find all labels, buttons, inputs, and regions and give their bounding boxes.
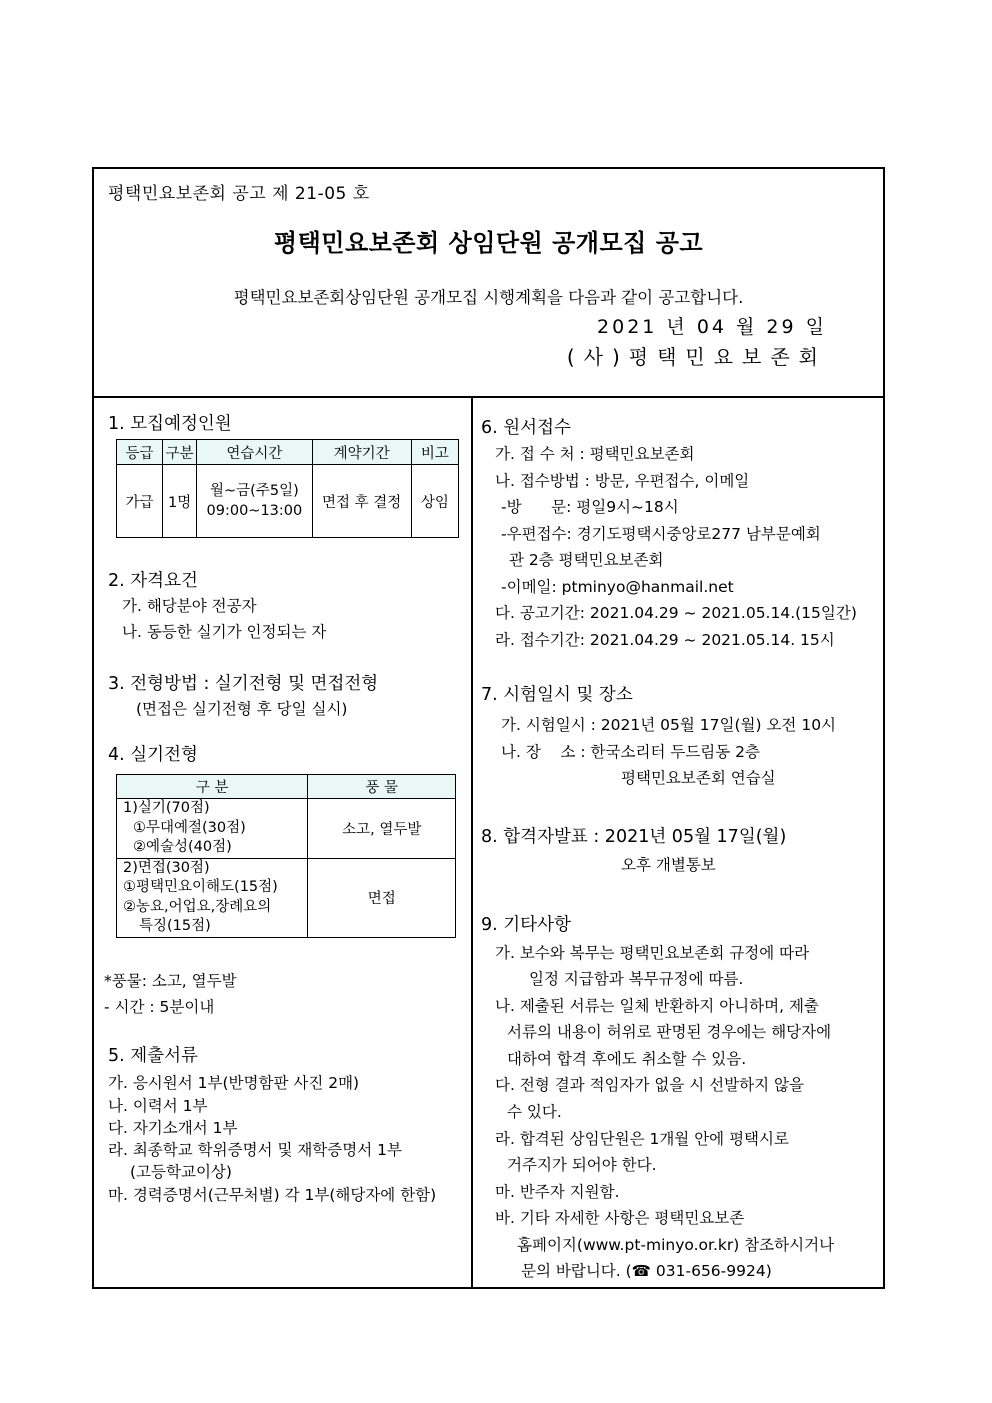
section-8-heading: 8. 합격자발표 : 2021년 05월 17일(월) <box>481 827 787 847</box>
list-item: 나. 장 소 : 한국소리터 두드림동 2층 <box>501 743 761 761</box>
notice-intro: 평택민요보존회상임단원 공개모집 시행계획을 다음과 같이 공고합니다. <box>233 288 744 307</box>
table-header-row <box>117 775 456 799</box>
criteria-line: 1)실기(70점) <box>123 800 210 816</box>
recruitment-table <box>116 439 459 538</box>
criteria-line: ②예술성(40점) <box>133 839 232 855</box>
note-cell: 상임 <box>411 465 458 538</box>
list-item: 다. 공고기간: 2021.04.29 ~ 2021.05.14.(15일간) <box>495 604 857 622</box>
list-item: 나. 동등한 실기가 인정되는 자 <box>122 623 327 641</box>
criteria-line: ①평택민요이해도(15점) <box>123 879 278 895</box>
table-row <box>117 465 459 538</box>
list-item: 관 2층 평택민요보존회 <box>509 551 664 569</box>
list-item: 나. 제출된 서류는 일체 반환하지 아니하며, 제출 <box>495 997 819 1015</box>
section-3-heading: 3. 전형방법 : 실기전형 및 면접전형 <box>108 674 379 694</box>
section-5-heading: 5. 제출서류 <box>108 1046 198 1066</box>
table-header-cell: 등급 <box>117 440 163 465</box>
list-item: 바. 기타 자세한 사항은 평택민요보존 <box>495 1209 745 1227</box>
section-7-heading: 7. 시험일시 및 장소 <box>481 685 633 705</box>
criteria-line: 특징(15점) <box>139 918 211 934</box>
list-item: 라. 접수기간: 2021.04.29 ~ 2021.05.14. 15시 <box>495 631 835 649</box>
section-3-subtext: (면접은 실기전형 후 당일 실시) <box>136 700 348 718</box>
section-1-heading: 1. 모집예정인원 <box>108 414 232 434</box>
section-9-heading: 9. 기타사항 <box>481 915 571 935</box>
contact-line: 문의 바랍니다. (☎ 031-656-9924) <box>521 1262 772 1280</box>
table-header-cell: 풍 물 <box>308 775 456 799</box>
list-item: 가. 해당분야 전공자 <box>122 597 257 615</box>
list-item: -우편접수: 경기도평택시중앙로277 남부문예회 <box>501 525 821 543</box>
notice-organization: (사)평택민요보존회 <box>566 345 827 369</box>
list-item: -방 문: 평일9시~18시 <box>501 498 679 516</box>
table-header-cell: 계약기간 <box>312 440 411 465</box>
left-column <box>94 396 473 1287</box>
table-header-cell: 구 분 <box>117 775 308 799</box>
list-item: 마. 반주자 지원함. <box>495 1183 620 1201</box>
list-item: 가. 응시원서 1부(반명함판 사진 2매) <box>108 1074 360 1092</box>
instrument-note: *풍물: 소고, 열두발 <box>104 972 237 990</box>
list-item: 가. 접 수 처 : 평택민요보존회 <box>495 445 695 463</box>
list-item: 대하여 합격 후에도 취소할 수 있음. <box>507 1050 747 1068</box>
section-4-heading: 4. 실기전형 <box>108 745 198 765</box>
practical-exam-table <box>116 774 456 938</box>
practical-instrument-cell: 소고, 열두발 <box>308 799 456 859</box>
interview-value-cell: 면접 <box>308 858 456 937</box>
table-header-cell: 비고 <box>411 440 458 465</box>
table-row <box>117 799 456 859</box>
section-8-subtext: 오후 개별통보 <box>621 856 716 874</box>
practice-time-cell <box>197 465 312 538</box>
practical-criteria-cell <box>117 799 308 859</box>
criteria-line: ①무대예절(30점) <box>133 819 246 836</box>
notice-date: 2021 년 04 월 29 일 <box>597 316 827 338</box>
list-item: 일정 지급함과 복무규정에 따름. <box>529 970 744 988</box>
time-note: - 시간 : 5분이내 <box>104 998 215 1016</box>
criteria-line: 2)면접(30점) <box>123 859 210 876</box>
section-6-heading: 6. 원서접수 <box>481 418 571 438</box>
list-item: (고등학교이상) <box>130 1163 232 1181</box>
list-item: 서류의 내용이 허위로 판명된 경우에는 해당자에 <box>507 1023 832 1041</box>
criteria-line: ②농요,어업요,장례요의 <box>123 898 272 915</box>
homepage-line: 홈페이지(www.pt-minyo.or.kr) 참조하시거나 <box>517 1236 835 1254</box>
table-header-cell: 구분 <box>163 440 197 465</box>
list-item: 평택민요보존회 연습실 <box>621 769 776 787</box>
list-item: 수 있다. <box>507 1103 562 1121</box>
list-item: 라. 합격된 상임단원은 1개월 안에 평택시로 <box>495 1130 789 1148</box>
list-item: 다. 전형 결과 적임자가 없을 시 선발하지 않을 <box>495 1076 804 1094</box>
list-item: 라. 최종학교 학위증명서 및 재학증명서 1부 <box>108 1141 402 1159</box>
list-item: 가. 보수와 복무는 평택민요보존회 규정에 따라 <box>495 944 810 962</box>
table-header-row <box>117 440 459 465</box>
list-item: 가. 시험일시 : 2021년 05월 17일(월) 오전 10시 <box>501 716 837 734</box>
list-item: 나. 접수방법 : 방문, 우편접수, 이메일 <box>495 472 750 490</box>
practice-hours: 09:00~13:00 <box>206 503 303 519</box>
email-item: -이메일: ptminyo@hanmail.net <box>501 578 734 596</box>
interview-criteria-cell <box>117 858 308 937</box>
list-item: 거주지가 되어야 한다. <box>507 1156 657 1174</box>
notice-header <box>94 169 883 398</box>
list-item: 다. 자기소개서 1부 <box>108 1119 238 1137</box>
notice-frame <box>92 167 885 1289</box>
count-cell: 1명 <box>163 465 197 538</box>
list-item: 마. 경력증명서(근무처별) 각 1부(해당자에 한함) <box>108 1186 437 1204</box>
table-header-cell: 연습시간 <box>197 440 312 465</box>
notice-number: 평택민요보존회 공고 제 21-05 호 <box>108 184 370 204</box>
practice-days: 월~금(주5일) <box>210 483 299 499</box>
section-2-heading: 2. 자격요건 <box>108 571 198 591</box>
notice-title: 평택민요보존회 상임단원 공개모집 공고 <box>273 229 704 257</box>
list-item: 나. 이력서 1부 <box>108 1097 208 1115</box>
table-row <box>117 858 456 937</box>
right-column <box>473 396 883 1287</box>
contract-cell: 면접 후 결정 <box>312 465 411 538</box>
grade-cell: 가급 <box>117 465 163 538</box>
